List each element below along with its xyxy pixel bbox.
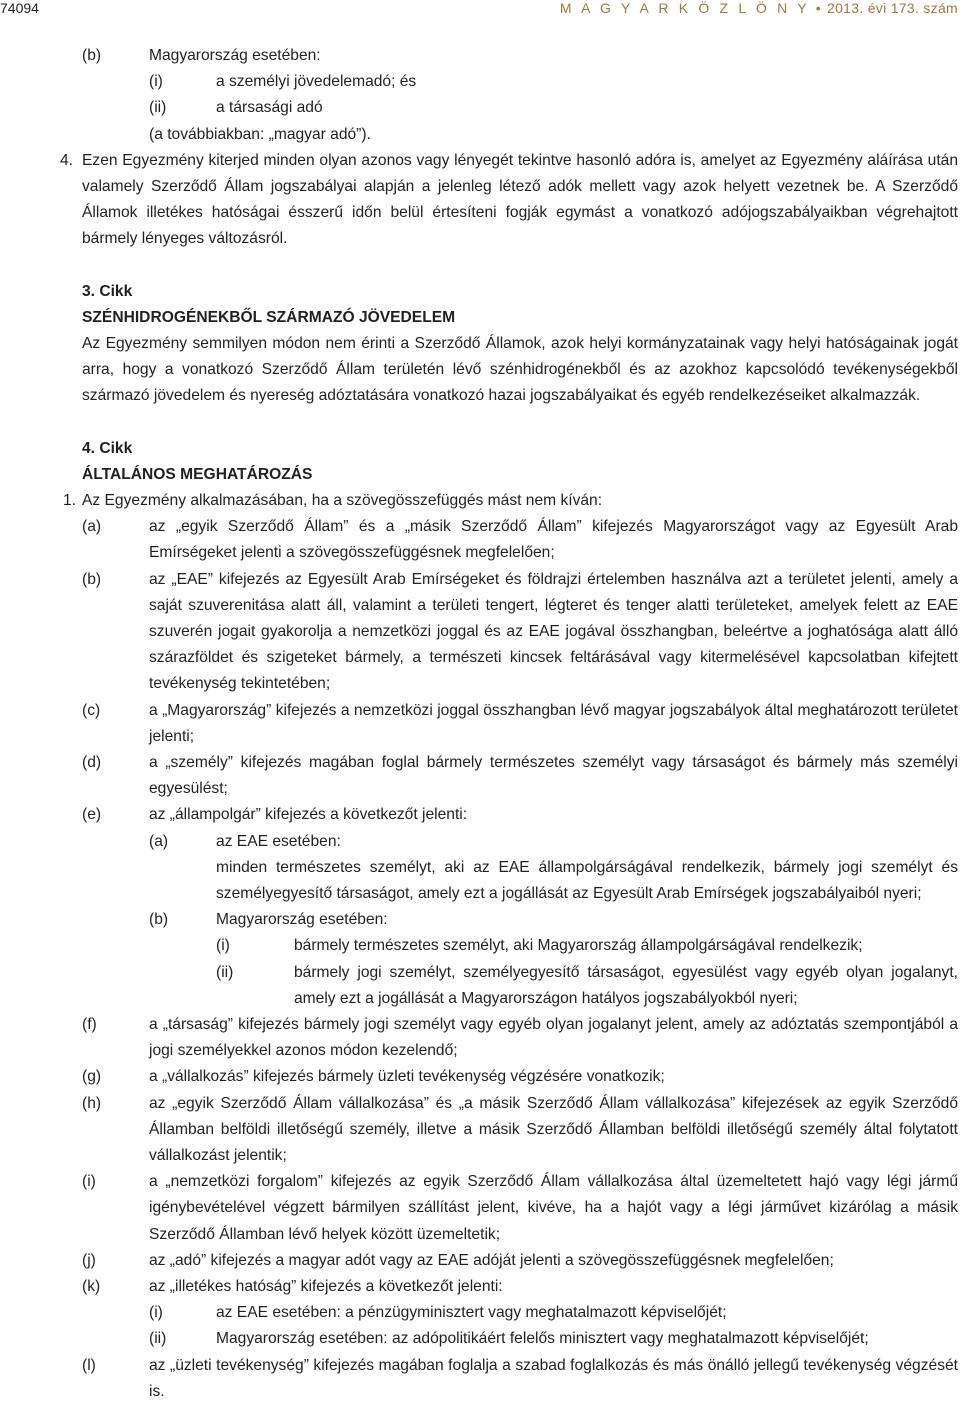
page-number: 74094 [0,0,39,16]
item-label: (c) [82,701,101,719]
definition-item [82,1064,958,1090]
item-label: (i) [216,937,230,955]
list-item [0,43,960,69]
item-label: (l) [82,1356,96,1374]
paragraph-text: Az Egyezmény alkalmazásában, ha a szövegösszefüggés mást nem kíván: [82,491,603,509]
running-head [560,0,958,16]
item-text: az EAE esetében: a pénzügyminisztert vagy meghatalmazott képviselőjét; [216,1304,727,1322]
item-text: a „nemzetközi forgalom” kifejezés az egyik Szerződő Állam vállalkozása által üzemeltetett hajó vagy légi jármű igénybevételével végzett bármilyen szállítást jelent, kivéve, ha a hajót vagy a légi járművet kizárólag a másik Szerződő Államban lévő helyek között üzemeltetik; [149,1173,958,1243]
sub-sub-item [0,933,960,959]
definition-item [82,1248,958,1274]
paragraph-label: 1. [63,491,77,509]
page-header [0,0,960,22]
item-text: bármely jogi személyt, személyegyesítő társaságot, egyesülést vagy egyéb olyan jogalanyt, amely ezt a jogállását a Magyarországon hatályos jogszabályokból nyeri; [294,963,958,1007]
item-text: a „személy” kifejezés magában foglal bármely természetes személyt vagy társaságot és bármely más személyi egyesülést; [149,754,958,798]
item-label: (ii) [149,99,167,117]
item-text: az „illetékes hatóság” kifejezés a következőt jelenti: [149,1278,503,1296]
item-text: Magyarország esetében: [216,911,388,929]
item-text: Magyarország esetében: [149,47,321,64]
definition-item [82,698,958,750]
item-label: (i) [82,1173,96,1191]
item-text: az „EAE” kifejezés az Egyesült Arab Emírségeket és földrajzi értelemben használva azt a területet jelenti, amely a saját szuverenitása alatt áll, valamint a területi tengert, légteret és tenger alatti területeket, amelyek felett az EAE szuverén jogait gyakorolja a nemzetközi joggal és az EAE jogával összhangban, beleértve a joghatósága alatt álló szárazföldet és szigeteket bármely, a természeti kincsek feltárásával vagy kitermelésével kapcsolatban kifejtett tevékenység tekintetében; [149,570,958,693]
item-text: a társasági adó [216,99,323,117]
closing-text: (a továbbiakban: „magyar adó”). [149,125,371,143]
sub-sub-item [216,960,958,1012]
item-text: Magyarország esetében: az adópolitikáért felelős minisztert vagy meghatalmazott képviselőjét; [216,1330,869,1348]
definition-item [82,802,958,828]
publication-title: M A G Y A R K Ö Z L Ö N Y [559,0,810,16]
item-label: (b) [149,911,169,929]
item-label: (a) [149,832,169,850]
item-label: (a) [82,518,102,536]
sub-item [0,1300,960,1326]
paragraph-label: 4. [60,151,74,169]
article-title: SZÉNHIDROGÉNEKBŐL SZÁRMAZÓ JÖVEDELEM [82,308,456,326]
item-label: (i) [149,73,163,91]
list-item [0,95,960,121]
item-label: (k) [82,1278,101,1296]
issue-number: 2013. évi 173. szám [827,0,958,16]
paragraph-text: Ezen Egyezmény kiterjed minden olyan azonos vagy lényegét tekintve hasonló adóra is, amelyet az Egyezmény aláírása után valamely Szerződő Állam jogszabályai alapján a jelenleg létező adók mellett vagy azok helyett vezetnek be. A Szerződő Államok illetékes hatóságai ésszerű időn belül értesíteni fogják egymást a vonatkozó adójogszabályaikban végrehajtott bármely lényeges változásról. [82,151,958,248]
item-text: az EAE esetében: [216,832,341,850]
sub-item [0,829,960,855]
article-4-heading [82,436,958,488]
article-3 [82,279,958,410]
item-text: az „üzleti tevékenység” kifejezés magában foglalja a szabad foglalkozás és más önálló jellegű tevékenység végzését is. [149,1356,958,1400]
item-label: (e) [82,806,102,824]
definition-item [82,1353,958,1405]
item-label: (b) [82,47,102,64]
item-label: (j) [82,1251,96,1269]
definition-item [82,1169,958,1248]
item-label: (i) [149,1304,163,1322]
item-text: a „Magyarország” kifejezés a nemzetközi joggal összhangban lévő magyar jogszabályok által meghatározott területet jelenti; [149,701,958,745]
article-number: 3. Cikk [82,282,133,300]
article-number: 4. Cikk [82,439,133,457]
item-text: az „egyik Szerződő Állam vállalkozása” és „a másik Szerződő Állam vállalkozása” kifejezések az egyik Szerződő Államban belföldi illetőségű személy, illetve a másik Szerződő Államban belföldi illetőségű személy által folytatott vállalkozást jelentik; [149,1094,958,1164]
definition-item [82,750,958,802]
definition-item [82,1274,958,1300]
list-item [0,122,960,148]
item-text: bármely természetes személyt, aki Magyarország állampolgárságával rendelkezik; [294,937,863,955]
article-text: Az Egyezmény semmilyen módon nem érinti a Szerződő Államok, azok helyi kormányzatainak vagy helyi hatóságainak jogát arra, hogy a vonatkozó Szerződő Állam területén lévő szénhidrogénekből és az azokhoz kapcsolódó tevékenységekből származó jövedelem és nyereség adóztatására vonatkozó hazai jogszabályaikat és egyéb rendelkezéseiket alkalmazzák. [82,334,958,405]
sub-item [0,1326,960,1352]
item-label: (g) [82,1068,102,1086]
article-title: ÁLTALÁNOS MEGHATÁROZÁS [82,465,313,483]
item-label: (f) [82,1015,97,1033]
definition-item [82,514,958,566]
item-text: az „adó” kifejezés a magyar adót vagy az EAE adóját jelenti a szövegösszefüggésnek megfelelően; [149,1251,834,1269]
item-label: (d) [82,754,102,771]
item-label: (b) [82,570,102,588]
bullet-separator: • [815,0,821,16]
document-body [0,43,960,1405]
item-label: (ii) [149,1330,167,1348]
item-text: az „állampolgár” kifejezés a következőt jelenti: [149,806,468,824]
item-text: a személyi jövedelemadó; és [216,73,417,91]
definition-item [82,567,958,698]
paragraph-4 [60,148,958,253]
item-text: az „egyik Szerződő Állam” és a „másik Szerződő Állam” kifejezés Magyarországot vagy az Egyesült Arab Emírségeket jelenti a szövegösszefüggésnek megfelelően; [149,518,958,562]
item-label: (h) [82,1094,102,1112]
paragraph-1 [0,488,960,514]
definition-item [82,1012,958,1064]
sub-item [0,907,960,933]
item-text: a „társaság” kifejezés bármely jogi személyt vagy egyéb olyan jogalanyt jelent, amely az adóztatás szempontjából a jogi személyekkel azonos módon kezelendő; [149,1015,958,1060]
item-label: (ii) [216,963,234,981]
item-text: a „vállalkozás” kifejezés bármely üzleti tevékenység végzésére vonatkozik; [149,1068,665,1086]
list-item [0,69,960,95]
sub-item-body: minden természetes személyt, aki az EAE állampolgárságával rendelkezik, bármely jogi személyt és személyegyesítő társaságot, amely ezt a jogállását az Egyesült Arab Emírségek jogszabályaiból nyeri; [216,858,958,902]
definition-item [82,1091,958,1170]
